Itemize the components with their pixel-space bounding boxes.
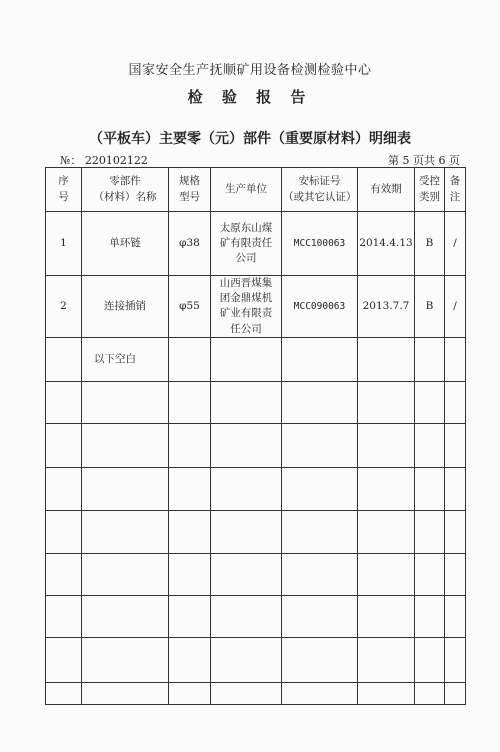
- table-row: [46, 337, 466, 381]
- col-validity-header: 有效期: [358, 168, 415, 212]
- empty-row: [46, 423, 466, 467]
- col-remark-header: 备 注: [445, 168, 466, 212]
- col-controlled-header: 受控 类别: [415, 168, 445, 212]
- cell-spec: φ55: [169, 276, 211, 338]
- cell-validity: 2013.7.7: [358, 276, 415, 338]
- table-row: [46, 212, 466, 276]
- cell-maker: 山西晋煤集 团金鼎煤机 矿业有限责 任公司: [211, 276, 282, 338]
- cell-spec: φ38: [169, 212, 211, 276]
- cell-remark: /: [445, 212, 466, 276]
- cell-remark: /: [445, 276, 466, 338]
- parts-table: [45, 167, 466, 705]
- page-indicator: 第 5 页共 6 页: [388, 154, 460, 167]
- organization-name: 国家安全生产抚顺矿用设备检测检验中心: [128, 63, 372, 78]
- cell-seq: 2: [46, 276, 82, 338]
- empty-row: [46, 682, 466, 704]
- cell-validity: 2014.4.13: [358, 212, 415, 276]
- empty-row: [46, 553, 466, 595]
- cell-part: 连接插销: [82, 276, 169, 338]
- table-title: （平板车）主要零（元）部件（重要原材料）明细表: [89, 131, 411, 147]
- empty-row: [46, 637, 466, 682]
- cell-cert: MCC090063: [282, 276, 358, 338]
- col-seq-header: 序 号: [46, 168, 82, 212]
- empty-row: [46, 510, 466, 553]
- cell-controlled: B: [415, 276, 445, 338]
- report-number: №： 220102122: [60, 154, 148, 167]
- col-maker-header: 生产单位: [211, 168, 282, 212]
- table-row: [46, 276, 466, 338]
- empty-row: [46, 595, 466, 637]
- col-cert-header: 安标证号 （或其它认证）: [282, 168, 358, 212]
- header-row: [46, 168, 466, 212]
- col-spec-header: 规格 型号: [169, 168, 211, 212]
- document-title: 检 验 报 告: [187, 88, 313, 106]
- cell-controlled: B: [415, 212, 445, 276]
- cell-seq: 1: [46, 212, 82, 276]
- seal-stamp-fragment: [482, 170, 500, 230]
- cell-maker: 太原东山煤 矿有限责任 公司: [211, 212, 282, 276]
- empty-row: [46, 381, 466, 423]
- cell-cert: MCC100063: [282, 212, 358, 276]
- col-part-header: 零部件 （材料）名称: [82, 168, 169, 212]
- cell-part: 单环链: [82, 212, 169, 276]
- empty-row: [46, 467, 466, 510]
- blank-note: 以下空白: [82, 337, 169, 381]
